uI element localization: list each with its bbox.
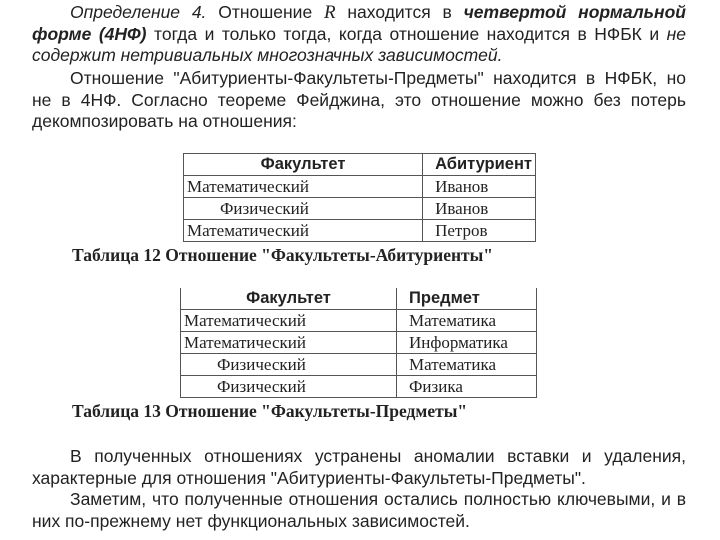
table-cell: Математика xyxy=(397,310,537,332)
definition-label: Определение 4. xyxy=(70,2,207,22)
table-cell: Математический xyxy=(181,310,397,332)
relation-symbol: R xyxy=(323,2,336,23)
column-header: Факультет xyxy=(181,288,397,310)
intro-text: Отношение "Абитуриенты-Факультеты-Предметы" находится в НФБК, но не в 4НФ. Согласно теореме Фейджина, это отношение можно без потерь декомпозировать на отношения: xyxy=(32,68,686,131)
table-cell: Математический xyxy=(181,332,397,354)
table-cell: Математика xyxy=(397,354,537,376)
table-cell: Иванов xyxy=(423,176,536,198)
table-cell: Иванов xyxy=(423,198,536,220)
conclusion-paragraph-2 xyxy=(32,489,686,532)
table-cell: Математический xyxy=(184,220,423,242)
faculties-subjects-table xyxy=(180,288,537,398)
definition-paragraph xyxy=(32,2,686,67)
table-header-row xyxy=(184,154,536,176)
table-cell: Петров xyxy=(423,220,536,242)
table-row xyxy=(181,354,537,376)
intro-paragraph xyxy=(32,68,686,133)
column-header: Абитуриент xyxy=(423,154,536,176)
table-cell: Физический xyxy=(184,198,423,220)
definition-text-3: тогда и только тогда, когда отношение находится в НФБК и xyxy=(154,23,660,44)
table-row xyxy=(184,176,536,198)
table-header-row xyxy=(181,288,537,310)
conclusion-text-1: В полученных отношениях устранены аномалии вставки и удаления, характерные для отношения "Абитуриенты-Факультеты-Предметы". xyxy=(32,446,686,488)
definition-abbr: (4НФ) xyxy=(98,23,147,44)
conclusion-paragraph-1 xyxy=(32,446,686,489)
table-row xyxy=(181,376,537,398)
table-12-caption: Таблица 12 Отношение "Факультеты-Абитуриенты" xyxy=(72,245,494,265)
table-cell: Информатика xyxy=(397,332,537,354)
faculties-applicants-table xyxy=(183,153,536,242)
table-cell: Физический xyxy=(181,354,397,376)
conclusion-text-2: Заметим, что полученные отношения остались полностью ключевыми, и в них по-прежнему нет функциональных зависимостей. xyxy=(32,489,686,531)
column-header: Предмет xyxy=(397,288,537,310)
definition-condition: не содержит нетривиальных многозначных зависимостей. xyxy=(32,23,687,65)
column-header: Факультет xyxy=(184,154,423,176)
table-row xyxy=(181,310,537,332)
table-cell: Математический xyxy=(184,176,423,198)
table-cell: Физика xyxy=(397,376,537,398)
table-cell: Физический xyxy=(181,376,397,398)
definition-term: четвертой нормальной форме xyxy=(32,2,686,44)
table-row xyxy=(181,332,537,354)
table-row xyxy=(184,220,536,242)
table-row xyxy=(184,198,536,220)
table-13-caption: Таблица 13 Отношение "Факультеты-Предметы" xyxy=(72,401,468,421)
definition-text-2: находится в xyxy=(347,2,452,22)
definition-text-1: Отношение xyxy=(218,2,313,22)
